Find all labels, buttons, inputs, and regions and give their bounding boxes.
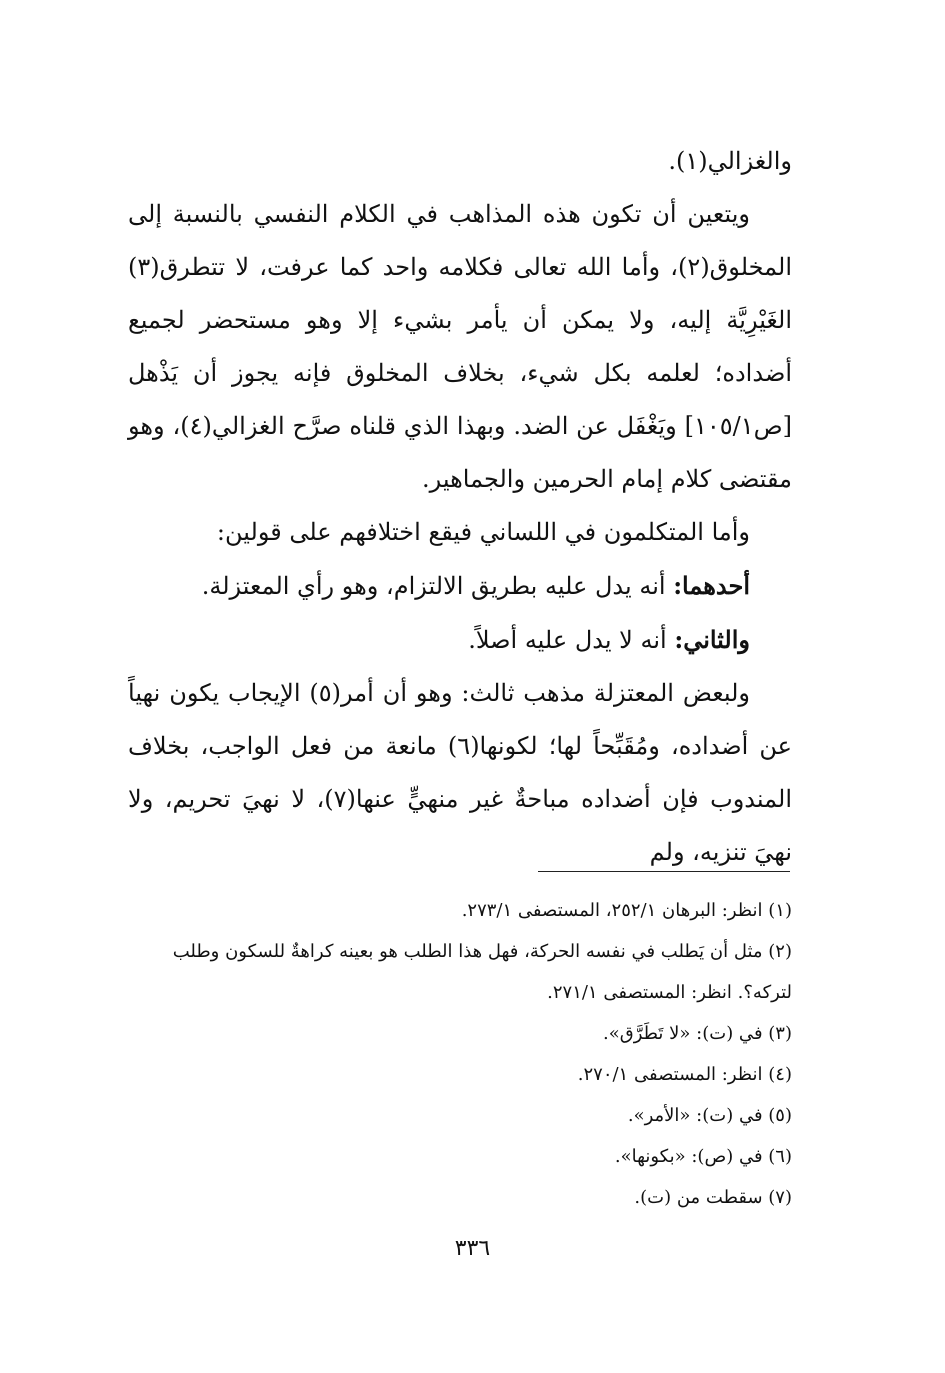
paragraph-4 xyxy=(128,559,792,613)
footnotes xyxy=(128,890,792,1218)
paragraph-5-text: أنه لا يدل عليه أصلاً. xyxy=(468,626,675,654)
paragraph-4-text: أنه يدل عليه بطريق الالتزام، وهو رأي المعتزلة. xyxy=(201,572,674,600)
footnote-6: (٦) في (ص): «بكونها». xyxy=(614,1146,792,1167)
paragraph-3: وأما المتكلمون في اللساني فيقع اختلافهم على قولين: xyxy=(216,518,750,546)
main-text xyxy=(128,135,792,879)
paragraph-4-label: أحدهما: xyxy=(673,571,750,600)
paragraph-5-label: والثاني: xyxy=(674,625,750,654)
footnote-separator xyxy=(538,871,790,872)
footnote-2: (٢) مثل أن يَطلب في نفسه الحركة، فهل هذا الطلب هو بعينه كراهةٌ للسكون وطلب لتركه؟. انظر: المستصفى ٢٧١/١. xyxy=(172,941,792,1003)
footnote-4: (٤) انظر: المستصفى ٢٧٠/١. xyxy=(577,1064,792,1085)
footnote-1: (١) انظر: البرهان ٢٥٢/١، المستصفى ٢٧٣/١. xyxy=(461,900,792,921)
footnote-7: (٧) سقطت من (ت). xyxy=(634,1187,792,1208)
paragraph-6: ولبعض المعتزلة مذهب ثالث: وهو أن أمر(٥) الإيجاب يكون نهياً عن أضداده، ومُقَبِّحاً لها؛ لكونها(٦) مانعة من فعل الواجب، بخلاف المندوب فإن أضداده مباحةٌ غير منهيٍّ عنها(٧)، لا نهيَ تحريم، ولا نهيَ تنزيه، ولم xyxy=(128,679,793,866)
footnote-5: (٥) في (ت): «الأمر». xyxy=(627,1105,792,1126)
paragraph-5 xyxy=(128,613,792,667)
paragraph-1: والغزالي(١). xyxy=(668,147,792,175)
footnote-3: (٣) في (ت): «لا تَطَرَّق». xyxy=(603,1023,792,1044)
paragraph-2: ويتعين أن تكون هذه المذاهب في الكلام النفسي بالنسبة إلى المخلوق(٢)، وأما الله تعالى فكلامه واحد كما عرفت، لا تتطرق(٣) الغَيْرِيَّة إليه، ولا يمكن أن يأمر بشيء إلا وهو مستحضر لجميع أضداده؛ لعلمه بكل شيء، بخلاف المخلوق فإنه يجوز أن يَذْهل [ص١٠٥/١] ويَغْفَل عن الضد. وبهذا الذي قلناه صرَّح الغزالي(٤)، وهو مقتضى كلام إمام الحرمين والجماهير. xyxy=(128,200,792,493)
page-number: ٣٣٦ xyxy=(454,1236,491,1261)
